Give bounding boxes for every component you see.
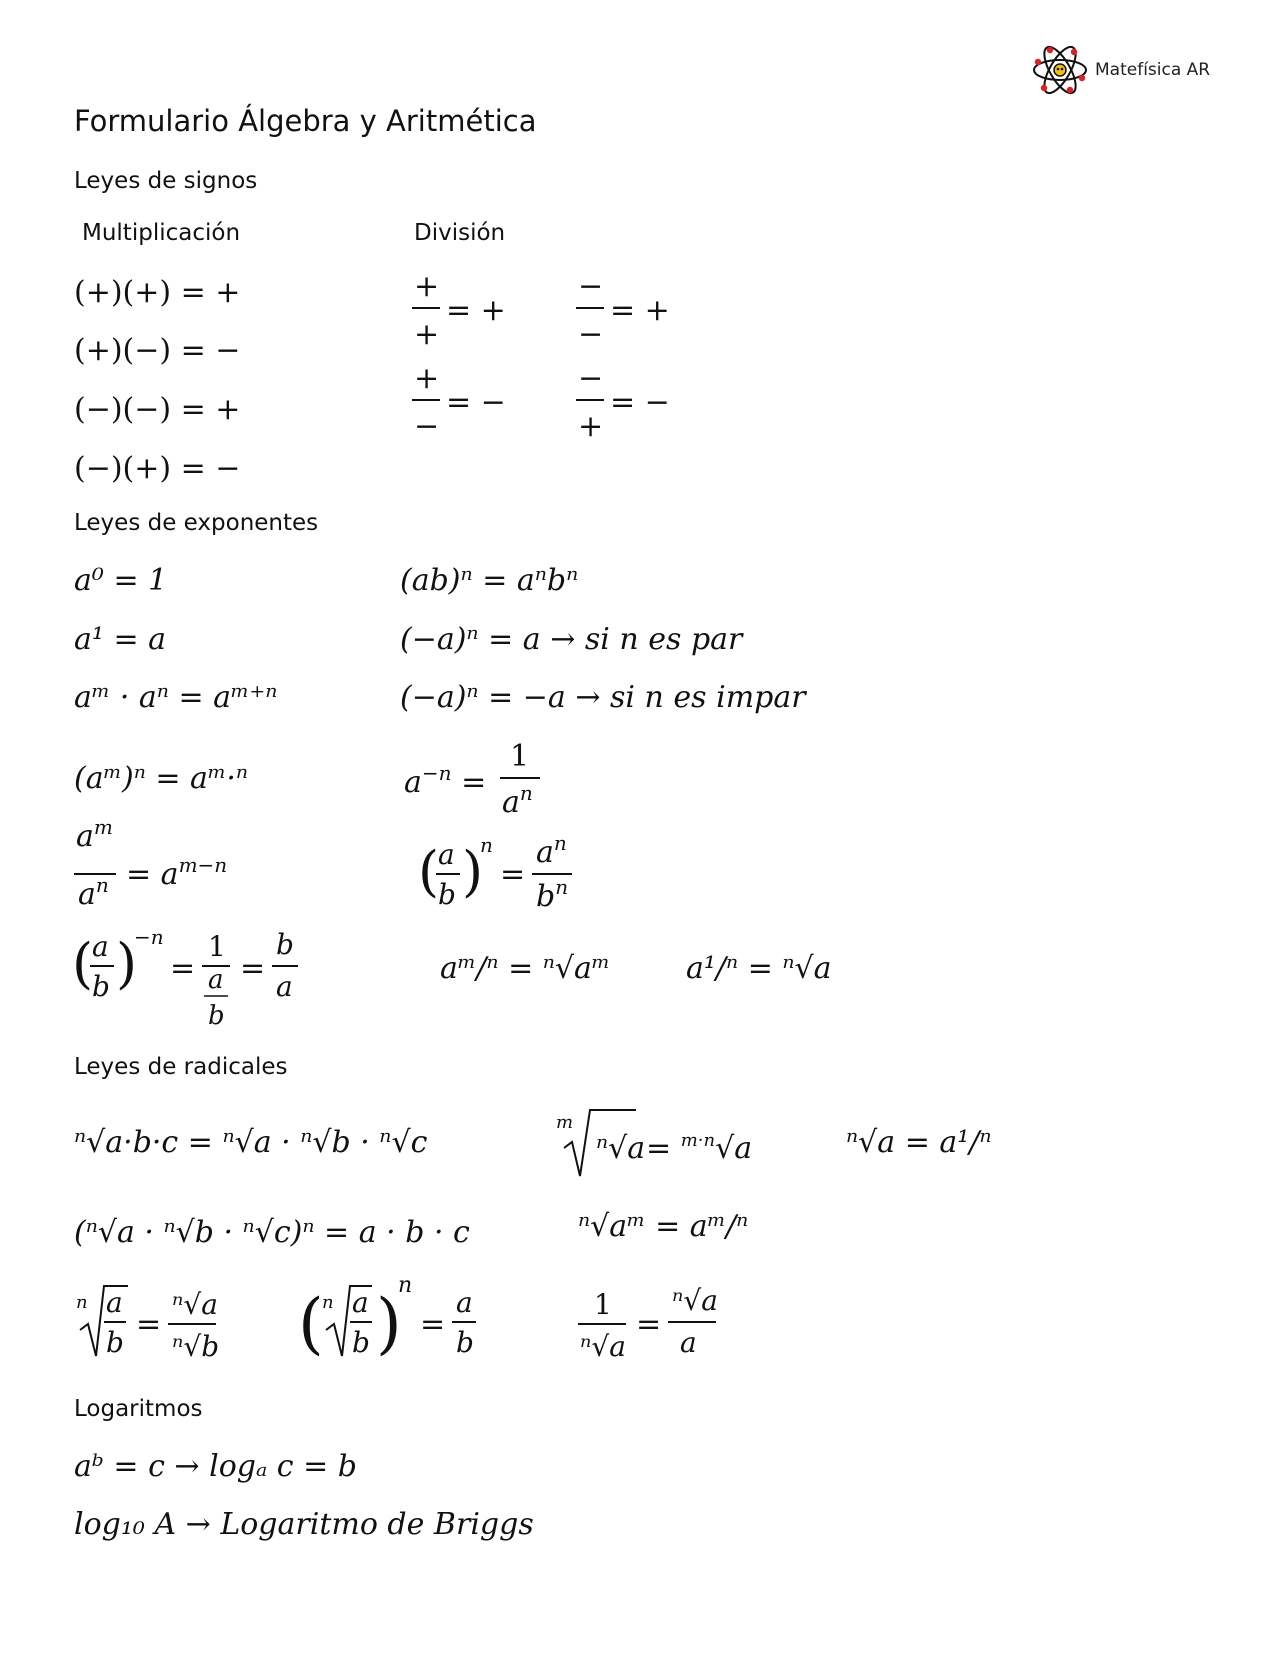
svg-text:ⁿ√a: ⁿ√a <box>596 1131 646 1166</box>
svg-text:a: a <box>352 1286 369 1319</box>
svg-text:−: − <box>578 361 604 396</box>
exp-rule-unit-rational: a¹/ⁿ = ⁿ√a <box>686 951 832 986</box>
svg-text:a: a <box>106 1286 123 1319</box>
svg-text:m: m <box>556 1112 574 1133</box>
exp-rule-zero: a⁰ = 1 <box>74 563 168 598</box>
exp-rule-neg-even: (−a)ⁿ = a → si n es par <box>400 622 743 657</box>
svg-text:): ) <box>462 840 484 903</box>
svg-text:a: a <box>92 930 109 963</box>
division-rule <box>576 361 670 444</box>
svg-text:): ) <box>376 1285 402 1362</box>
svg-text:bn: $b^n$ <box>536 875 569 914</box>
svg-text:= −: = − <box>610 385 670 420</box>
exp-rule-power: (aᵐ)ⁿ = aᵐ·ⁿ <box>74 761 249 796</box>
svg-text:=: = <box>136 1307 162 1342</box>
division-rule <box>412 361 506 444</box>
section-heading-radicals: Leyes de radicales <box>74 1054 288 1080</box>
section-heading-signs: Leyes de signos <box>74 168 258 194</box>
exp-rule-frac-negative <box>72 925 298 1031</box>
svg-text:n: n <box>322 1292 334 1313</box>
log-rule-definition: aᵇ = c → logₐ c = b <box>74 1449 357 1484</box>
svg-text:= +: = + <box>446 293 506 328</box>
svg-text:−n: −n <box>134 925 164 949</box>
svg-text:b: b <box>456 1326 474 1359</box>
radical-rule-def: ⁿ√a = a¹/ⁿ <box>846 1125 992 1160</box>
svg-text:a: a <box>276 970 293 1003</box>
svg-text:−: − <box>578 317 604 352</box>
log-rule-briggs: log₁₀ A → Logaritmo de Briggs <box>74 1507 534 1542</box>
mult-rule: (+)(−) = − <box>74 333 241 368</box>
svg-text:= −: = − <box>446 385 506 420</box>
svg-text:1: 1 <box>208 930 226 963</box>
svg-text:−: − <box>414 409 440 444</box>
exp-rule-frac-rational: aᵐ/ⁿ = ⁿ√aᵐ <box>440 951 611 986</box>
svg-text:): ) <box>116 932 138 995</box>
mult-rule: (−)(−) = + <box>74 392 241 427</box>
radical-rule-quotient-power <box>298 1273 476 1362</box>
mult-rule: (+)(+) = + <box>74 275 241 310</box>
svg-text:a: a <box>456 1286 473 1319</box>
svg-text:an: $a^n$ <box>502 781 533 820</box>
svg-text:ⁿ√a: ⁿ√a <box>580 1330 626 1363</box>
exp-rule-one: a¹ = a <box>74 622 167 657</box>
svg-text:(: ( <box>72 932 94 995</box>
svg-text:1: 1 <box>510 739 530 774</box>
svg-text:b: b <box>276 928 294 961</box>
svg-text:n: n <box>480 833 493 857</box>
section-heading-logs: Logaritmos <box>74 1396 203 1422</box>
svg-text:a: a <box>680 1326 697 1359</box>
svg-text:ⁿ√b: ⁿ√b <box>172 1330 220 1363</box>
svg-text:=: = <box>420 1307 446 1342</box>
svg-text:=: = <box>170 951 196 986</box>
svg-text:ⁿ√a: ⁿ√a <box>672 1284 718 1317</box>
radical-rule-power: (ⁿ√a · ⁿ√b · ⁿ√c)ⁿ = a · b · c <box>74 1215 470 1250</box>
radical-rule-rationalize <box>578 1284 718 1363</box>
svg-text:=: = <box>500 857 526 892</box>
exp-rule-product: aᵐ · aⁿ = aᵐ⁺ⁿ <box>74 680 278 715</box>
svg-text:(: ( <box>418 840 440 903</box>
division-rule <box>576 269 670 352</box>
radical-rule-product: ⁿ√a·b·c = ⁿ√a · ⁿ√b · ⁿ√c <box>74 1125 428 1160</box>
svg-text:b: b <box>106 1326 124 1359</box>
exp-rule-negative <box>404 739 540 820</box>
svg-text:b: b <box>352 1326 370 1359</box>
svg-text:=: = <box>240 951 266 986</box>
svg-text:b: b <box>438 878 456 911</box>
svg-text:+: + <box>414 269 440 304</box>
page-title: Formulario Álgebra y Aritmética <box>74 104 537 138</box>
exp-rule-frac-power <box>418 831 572 914</box>
section-heading-exponents: Leyes de exponentes <box>74 510 319 536</box>
multiplication-heading: Multiplicación <box>82 220 241 246</box>
svg-text:= +: = + <box>610 293 670 328</box>
svg-text:= am−n: = $a^{m-n}$ <box>126 853 228 892</box>
logo-text: Matefísica AR <box>1095 60 1211 80</box>
svg-text:=: = <box>636 1307 662 1342</box>
svg-text:+: + <box>578 409 604 444</box>
radical-rule-quotient <box>76 1286 219 1363</box>
svg-text:n: n <box>398 1273 413 1298</box>
exp-rule-prod-power: (ab)ⁿ = aⁿbⁿ <box>400 563 579 598</box>
svg-text:= m·n√a: = $^{m\cdot n}$√a <box>646 1130 753 1166</box>
svg-text:b: b <box>92 970 110 1003</box>
exp-rule-quotient <box>74 815 227 912</box>
svg-text:a−n =: $a^{-n}$ = <box>404 761 487 800</box>
division-rule <box>412 269 506 352</box>
svg-text:n: n <box>76 1292 88 1313</box>
svg-text:+: + <box>414 317 440 352</box>
exp-rule-neg-odd: (−a)ⁿ = −a → si n es impar <box>400 680 806 715</box>
svg-text:ⁿ√a: ⁿ√a <box>172 1288 218 1321</box>
svg-text:a: a <box>208 965 224 995</box>
svg-text:−: − <box>578 269 604 304</box>
svg-text:a: a <box>438 838 455 871</box>
svg-text:an: $a^n$ <box>78 873 109 912</box>
radical-rule-nested <box>556 1110 752 1176</box>
radical-rule-power-simple: ⁿ√aᵐ = aᵐ/ⁿ <box>578 1209 749 1244</box>
svg-text:+: + <box>414 361 440 396</box>
svg-text:(: ( <box>298 1285 324 1362</box>
svg-text:an: $a^n$ <box>536 831 567 870</box>
svg-text:b: b <box>208 1001 225 1031</box>
division-heading: División <box>414 220 506 246</box>
mult-rule: (−)(+) = − <box>74 451 241 486</box>
svg-text:1: 1 <box>594 1288 612 1321</box>
svg-text:am: $a^m$ <box>76 815 113 854</box>
